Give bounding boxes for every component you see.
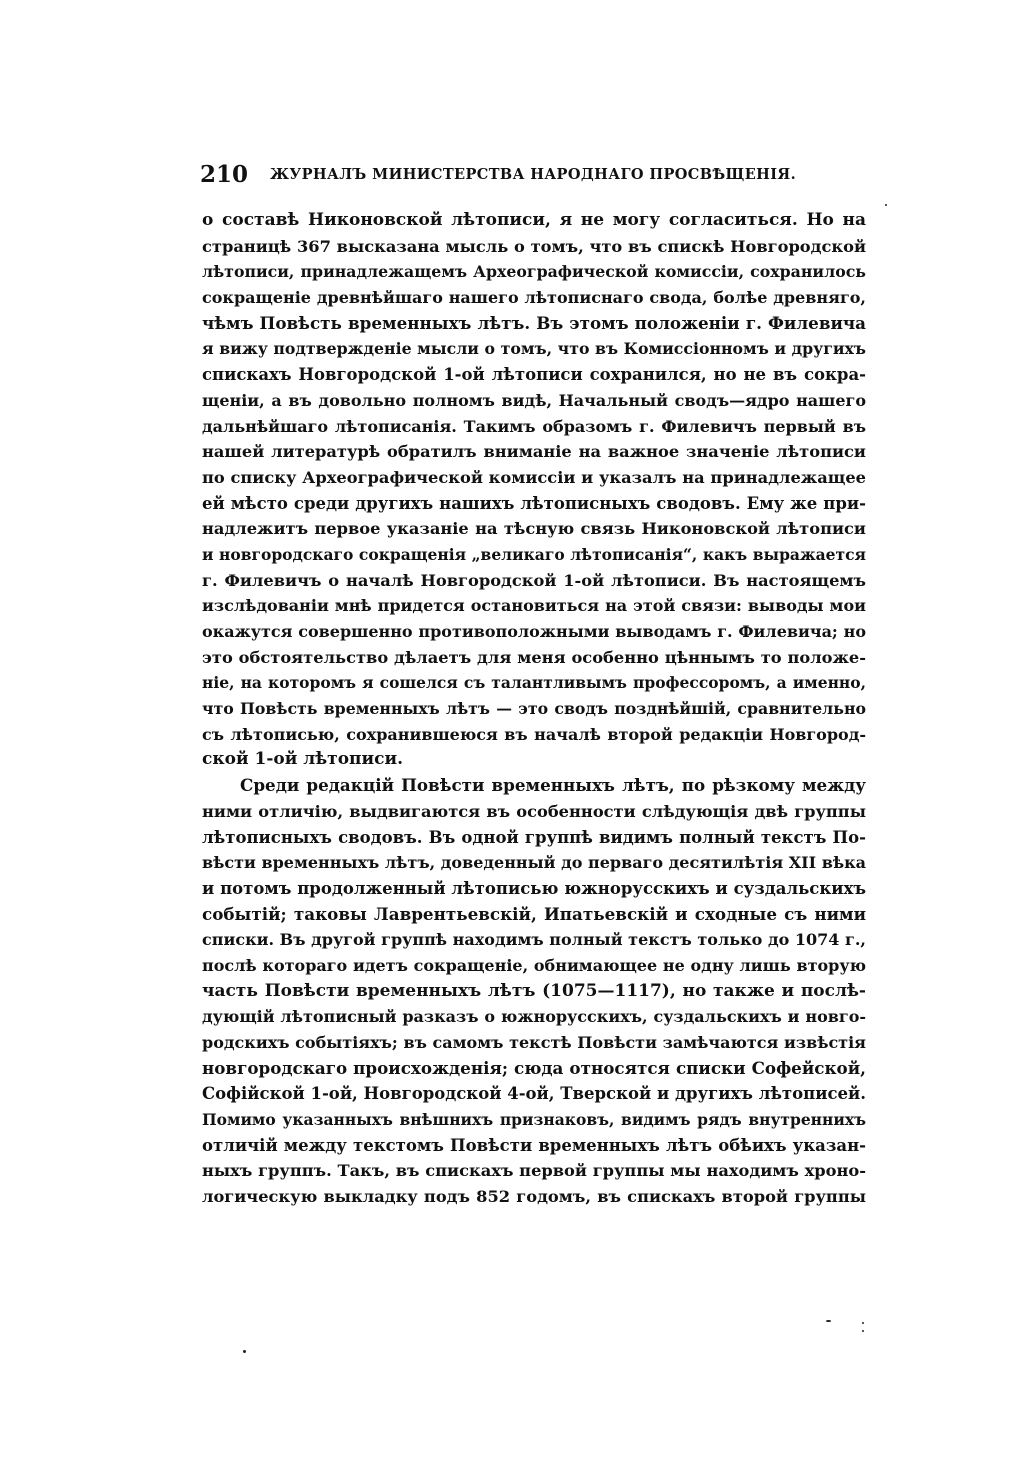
text-line: ской 1-ой лѣтописи. xyxy=(202,749,403,770)
scan-speck xyxy=(826,1320,831,1322)
text-line: это обстоятельство дѣлаетъ для меня особенно цѣннымъ то положе- xyxy=(202,647,866,667)
text-line: вѣсти временныхъ лѣтъ, доведенный до перваго десятилѣтія XII вѣка xyxy=(202,853,866,873)
text-line: событій; таковы Лаврентьевскій, Ипатьевскій и сходные съ ними xyxy=(202,903,866,924)
text-line: родскихъ событіяхъ; въ самомъ текстѣ Повѣсти замѣчаются извѣстія xyxy=(202,1033,866,1052)
running-head: ЖУРНАЛЪ МИНИСТЕРСТВА НАРОДНАГО ПРОСВѢЩЕНІЯ. xyxy=(270,166,797,183)
text-line: ей мѣсто среди другихъ нашихъ лѣтописныхъ сводовъ. Ему же при- xyxy=(202,493,866,513)
text-line: ныхъ группъ. Такъ, въ спискахъ первой группы мы находимъ хроно- xyxy=(202,1161,866,1181)
text-line: часть Повѣсти временныхъ лѣтъ (1075—1117), но также и послѣ- xyxy=(202,980,866,1001)
scan-speck xyxy=(862,1322,864,1324)
text-line: дальнѣйшаго лѣтописанія. Такимъ образомъ г. Филевичъ первый въ xyxy=(202,416,866,436)
text-line: ними отличію, выдвигаются въ особенности слѣдующія двѣ группы xyxy=(202,801,866,821)
scan-speck xyxy=(862,1330,864,1332)
text-line: чѣмъ Повѣсть временныхъ лѣтъ. Въ этомъ положеніи г. Филевича xyxy=(202,312,866,333)
scan-speck xyxy=(243,1350,246,1353)
text-line: я вижу подтвержденіе мысли о томъ, что въ Комиссіонномъ и другихъ xyxy=(202,339,866,359)
text-line: логическую выкладку подъ 852 годомъ, въ спискахъ второй группы xyxy=(202,1187,866,1207)
text-line: Помимо указанныхъ внѣшнихъ признаковъ, видимъ рядъ внутреннихъ xyxy=(202,1110,866,1130)
text-line: Софійской 1-ой, Новгородской 4-ой, Тверской и другихъ лѣтописей. xyxy=(202,1084,866,1104)
text-line: страницѣ 367 высказана мысль о томъ, что въ спискѣ Новгородской xyxy=(202,236,866,256)
page-number: 210 xyxy=(200,161,249,188)
text-line: г. Филевичъ о началѣ Новгородской 1-ой лѣтописи. Въ настоящемъ xyxy=(202,570,866,590)
text-line: Среди редакцій Повѣсти временныхъ лѣтъ, по рѣзкому между xyxy=(240,775,866,796)
text-line: надлежитъ первое указаніе на тѣсную связь Никоновской лѣтописи xyxy=(202,519,866,539)
paragraph-1 xyxy=(202,208,866,773)
text-line: по списку Археографической комиссіи и указалъ на принадлежащее xyxy=(202,467,866,487)
text-line: спискахъ Новгородской 1-ой лѣтописи сохранился, но не въ сокра- xyxy=(202,365,866,385)
text-line: списки. Въ другой группѣ находимъ полный текстъ только до 1074 г., xyxy=(202,930,866,950)
text-line: сокращеніе древнѣйшаго нашего лѣтописнаго свода, болѣе древняго, xyxy=(202,288,866,308)
text-line: лѣтописныхъ сводовъ. Въ одной группѣ видимъ полный текстъ По- xyxy=(202,827,866,847)
text-line: нашей литературѣ обратилъ вниманіе на важное значеніе лѣтописи xyxy=(202,442,866,462)
text-line: что Повѣсть временныхъ лѣтъ — это сводъ позднѣйшій, сравнительно xyxy=(202,699,866,719)
text-line: и потомъ продолженный лѣтописью южнорусскихъ и суздальскихъ xyxy=(202,878,866,898)
text-line: щеніи, а въ довольно полномъ видѣ, Начальный сводъ—ядро нашего xyxy=(202,390,866,410)
text-line: и новгородскаго сокращенія „великаго лѣтописанія“, какъ выражается xyxy=(202,544,866,564)
text-line: отличій между текстомъ Повѣсти временныхъ лѣтъ обѣихъ указан- xyxy=(202,1135,866,1155)
text-line: новгородскаго происхожденія; сюда относятся списки Софейской, xyxy=(202,1057,866,1078)
text-line: изслѣдованіи мнѣ придется остановиться на этой связи: выводы мои xyxy=(202,596,866,616)
text-line: съ лѣтописью, сохранившеюся въ началѣ второй редакціи Новгород- xyxy=(202,724,866,744)
text-line: дующій лѣтописный разказъ о южнорусскихъ, суздальскихъ и новго- xyxy=(202,1007,866,1027)
text-line: послѣ котораго идетъ сокращеніе, обнимающее не одну лишь вторую xyxy=(202,955,866,975)
paragraph-2 xyxy=(202,773,866,1210)
text-line: о составѣ Никоновской лѣтописи, я не могу согласиться. Но на xyxy=(202,210,866,230)
text-line: окажутся совершенно противоположными выводамъ г. Филевича; но xyxy=(202,622,866,641)
body-text xyxy=(202,208,866,1210)
text-line: лѣтописи, принадлежащемъ Археографической комиссіи, сохранилось xyxy=(202,262,866,282)
text-line: ніе, на которомъ я сошелся съ талантливымъ профессоромъ, а именно, xyxy=(202,673,866,693)
scan-speck xyxy=(885,204,887,206)
